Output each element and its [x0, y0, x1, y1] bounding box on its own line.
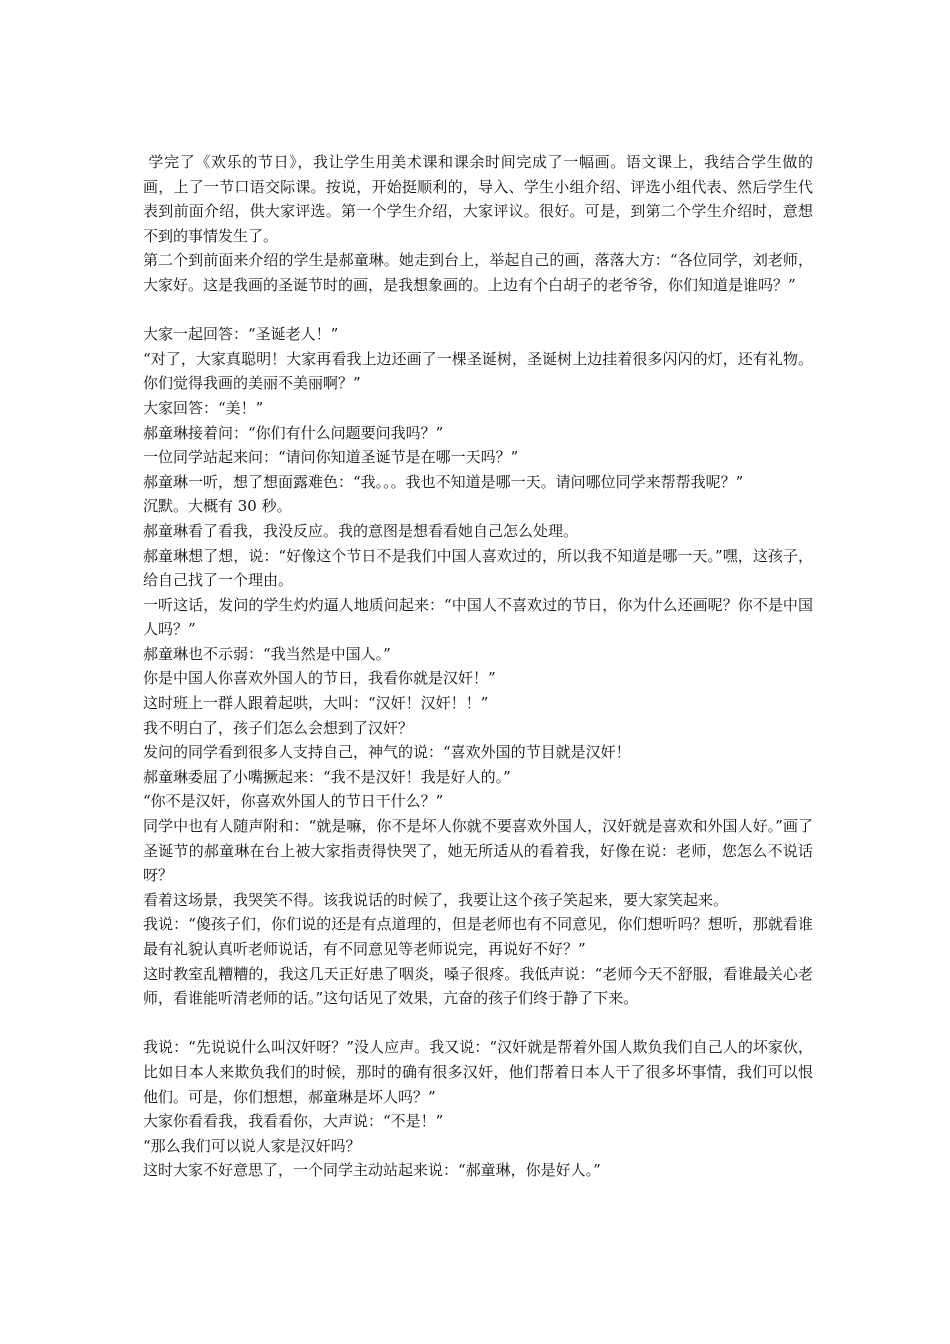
paragraph: 学完了《欢乐的节日》，我让学生用美术课和课余时间完成了一幅画。语文课上，我结合学生做的画，上了一节口语交际课。按说，开始挺顺利的，导入、学生小组介绍、评选小组代表、然后学生代表到前面介绍，供大家评选。第一个学生介绍，大家评议。很好。可是，到第二个学生介绍时，意想不到的事情发生了。: [143, 153, 813, 245]
paragraph: 沉默。大概有 30 秒。: [143, 497, 292, 516]
paragraph: 我不明白了，孩子们怎么会想到了汉奸？: [143, 718, 414, 737]
paragraph: “对了，大家真聪明！大家再看我上边还画了一棵圣诞树，圣诞树上边挂着很多闪闪的灯，还有礼物。你们觉得我画的美丽不美丽啊？”: [143, 349, 813, 393]
document-body: [143, 150, 813, 1183]
paragraph: 这时大家不好意思了，一个同学主动站起来说：“郝童琳，你是好人。”: [143, 1161, 601, 1180]
paragraph: 郝童琳看了看我，我没反应。我的意图是想看看她自己怎么处理。: [143, 521, 579, 540]
paragraph: “你不是汉奸，你喜欢外国人的节日干什么？”: [143, 792, 444, 811]
paragraph: 大家回答：“美！”: [143, 398, 264, 417]
paragraph: 第二个到前面来介绍的学生是郝童琳。她走到台上，举起自己的画，落落大方：“各位同学，刘老师，大家好。这是我画的圣诞节时的画，是我想象画的。上边有个白胡子的老爷爷，你们知道是谁吗？”: [143, 251, 813, 294]
paragraph: 看着这场景，我哭笑不得。该我说话的时候了，我要让这个孩子笑起来，要大家笑起来。: [143, 890, 729, 909]
paragraph: 发问的同学看到很多人支持自己，神气的说：“喜欢外国的节目就是汉奸！: [143, 743, 631, 762]
paragraph-gap: [143, 298, 813, 323]
paragraph: “那么我们可以说人家是汉奸吗？: [143, 1136, 361, 1155]
paragraph: 大家你看看我，我看看你，大声说：“不是！”: [143, 1112, 444, 1131]
paragraph: 我说：“傻孩子们，你们说的还是有点道理的，但是老师也有不同意见，你们想听吗？想听，那就看谁最有礼貌认真听老师说话，有不同意见等老师说完，再说好不好？”: [143, 915, 813, 958]
paragraph: 郝童琳想了想，说：“好像这个节日不是我们中国人喜欢过的，所以我不知道是哪一天。”嘿，这孩子，给自己找了一个理由。: [143, 546, 813, 590]
paragraph: 这时教室乱糟糟的，我这几天正好患了咽炎，嗓子很疼。我低声说：“老师今天不舒服，看谁最关心老师，看谁能听清老师的话。”这句话见了效果，亢奋的孩子们终于静了下来。: [143, 964, 813, 1008]
paragraph: 这时班上一群人跟着起哄，大叫：“汉奸！汉奸！！”: [143, 694, 489, 713]
paragraph: 郝童琳接着问：“你们有什么问题要问我吗？”: [143, 423, 444, 442]
paragraph: 郝童琳一听，想了想面露难色：“我。。。我也不知道是哪一天。请问哪位同学来帮帮我呢？”: [143, 472, 744, 491]
paragraph: 大家一起回答：“圣诞老人！”: [143, 325, 339, 344]
paragraph: 一听这话，发问的学生灼灼逼人地质问起来：“中国人不喜欢过的节日，你为什么还画呢？你不是中国人吗？”: [143, 595, 813, 639]
paragraph: 一位同学站起来问：“请问你知道圣诞节是在哪一天吗？”: [143, 448, 519, 467]
paragraph: 我说：“先说说什么叫汉奸呀？”没人应声。我又说：“汉奸就是帮着外国人欺负我们自己人的坏家伙，比如日本人来欺负我们的时候，那时的确有很多汉奸，他们帮着日本人干了很多坏事情，我们可以恨他们。可是，你们想想，郝童琳是坏人吗？”: [143, 1038, 813, 1106]
paragraph: 你是中国人你喜欢外国人的节日，我看你就是汉奸！”: [143, 669, 496, 688]
paragraph: 同学中也有人随声附和：“就是嘛，你不是坏人你就不要喜欢外国人，汉奸就是喜欢和外国人好。”画了圣诞节的郝童琳在台上被大家指责得快哭了，她无所适从的看着我，好像在说：老师，您怎么不说话呀？: [143, 817, 813, 885]
paragraph: 郝童琳也不示弱：“我当然是中国人。”: [143, 644, 391, 663]
paragraph: 郝童琳委屈了小嘴撅起来：“我不是汉奸！我是好人的。”: [143, 767, 511, 786]
paragraph-gap: [143, 1011, 813, 1036]
